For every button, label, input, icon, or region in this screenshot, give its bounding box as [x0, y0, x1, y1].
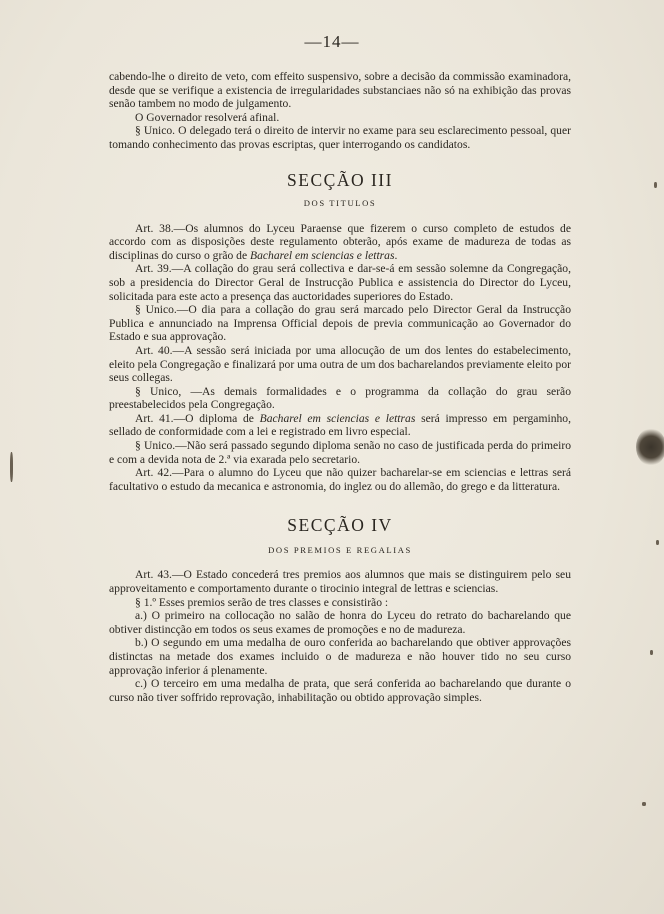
paper-speck	[642, 802, 646, 806]
article-41-end: será impresso em pergaminho, sellado de conformidade com a lei e registrado em livro especial.	[109, 411, 571, 439]
page-body	[109, 70, 571, 704]
ink-stain	[636, 428, 664, 466]
paper-speck	[654, 182, 657, 188]
section-4-title: SECÇÃO IV	[287, 515, 393, 536]
section-4-subtitle: DOS PREMIOS E REGALIAS	[268, 545, 412, 556]
article-40: Art. 40.—A sessão será iniciada por uma allocução de um dos lentes do estabelecimento, eleito pela Congregação e finalizará por uma outra de um dos bacharelandos previamente eleito por seus collegas.	[109, 343, 571, 385]
premio-b: b.) O segundo em uma medalha de ouro conferida ao bacharelando que obtiver approvações distinctas na metade dos exames incluido o de madureza e não houver tido no seu curso approvação inferior á plenamente.	[109, 636, 571, 677]
article-38-degree: Bacharel em sciencias e lettras	[250, 248, 395, 262]
section-3-subtitle: DOS TITULOS	[303, 197, 377, 208]
paper-speck	[656, 540, 659, 545]
article-41-unico: § Unico.—Não será passado segundo diploma senão no caso de justificada perda do primeiro e com a devida nota de 2.ª via exarada pelo secretario.	[109, 439, 571, 466]
premio-c: c.) O terceiro em uma medalha de prata, que será conferida ao bacharelando que durante o curso não tiver soffrido reprovação, inhabilitação ou obtido approvação simples.	[109, 677, 571, 704]
article-43: Art. 43.—O Estado concederá tres premios aos alumnos que mais se distinguirem pelo seu approveitamento e comportamento durante o tirocinio integral de lettras e sciencias.	[109, 568, 571, 596]
page-number: —14—	[304, 32, 360, 51]
article-42: Art. 42.—Para o alumno do Lyceu que não quizer bacharelar-se em sciencias e lettras será facultativo o estudo da mecanica e astronomia, do inglez ou do allemão, do grego e da litteratura.	[109, 466, 571, 493]
paper-speck	[650, 650, 653, 655]
article-40-unico: § Unico, —As demais formalidades e o programma da collação do grau serão preestabelecidos pela Congregação.	[109, 384, 571, 412]
article-39-unico: § Unico.—O dia para a collação do grau será marcado pelo Director Geral da Instrucção Publica e annunciado na Imprensa Official depois de previa communicação ao Governador do Estado e sua approvação.	[109, 303, 571, 344]
article-38-end: .	[394, 248, 398, 262]
premio-a: a.) O primeiro na collocação no salão de honra do Lyceu do retrato do bacharelando que obtiver distincção em todos os seus exames de promoções e no de madureza.	[109, 609, 571, 636]
article-38-text: Art. 38.—Os alumnos do Lyceu Paraense que fizerem o curso completo de estudos de accordo com as disposições deste regulamento obterão, após exame de madureza de todas as disciplinas do curso o grão de	[109, 221, 571, 262]
article-41-text: Art. 41.—O diploma de	[135, 411, 260, 425]
article-41-degree: Bacharel em sciencias e lettras	[259, 411, 416, 425]
section-3-title: SECÇÃO III	[287, 169, 393, 190]
intro-paragraph-2: O Governador resolverá afinal.	[135, 110, 280, 124]
intro-paragraph-1: cabendo-lhe o direito de veto, com effeito suspensivo, sobre a decisão da commissão examinadora, desde que se verifique a existencia de irregularidades substanciaes não só na exhibição das provas senão tambem no modo de julgamento.	[109, 70, 571, 111]
article-43-paragraph-1: § 1.º Esses premios serão de tres classes e consistirão :	[135, 595, 389, 609]
article-41	[109, 412, 571, 439]
intro-paragraph-3: § Unico. O delegado terá o direito de intervir no exame para seu esclarecimento pessoal, quer tomando conhecimento das provas escriptas, quer interrogando os candidatos.	[109, 124, 571, 151]
article-38	[109, 222, 571, 263]
paper-speck	[10, 452, 13, 482]
article-39: Art. 39.—A collação do grau será collectiva e dar-se-á em sessão solemne da Congregação, sob a presidencia do Director Geral de Instrucção Publica e assistencia do Director do Lyceu, solicitada para este acto a presença das auctoridades superiores do Estado.	[109, 262, 571, 303]
